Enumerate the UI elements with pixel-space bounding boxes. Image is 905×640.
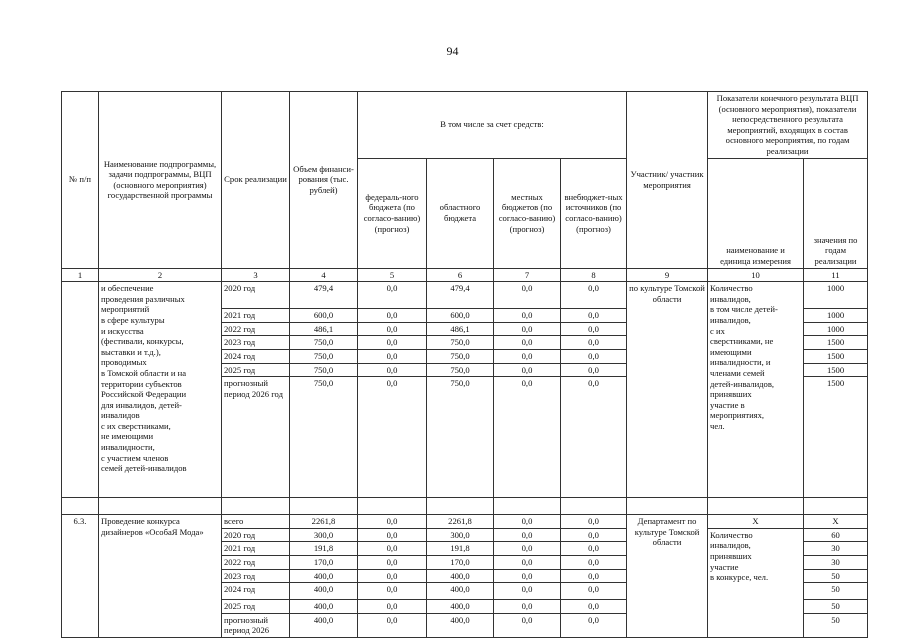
regional-cell: 400,0 bbox=[427, 569, 494, 583]
volume-cell: 2261,8 bbox=[290, 515, 358, 529]
column-number-2: 2 bbox=[99, 268, 222, 282]
value-cell: X bbox=[804, 515, 868, 529]
regional-cell: 300,0 bbox=[427, 528, 494, 542]
value-cell: 1000 bbox=[804, 322, 868, 336]
value-cell: 30 bbox=[804, 555, 868, 569]
extra-cell: 0,0 bbox=[561, 515, 627, 529]
header-name: Наименование подпрограммы, задачи подпрограммы, ВЦП (основного мероприятия) государственной программы bbox=[99, 92, 222, 269]
regional-cell: 479,4 bbox=[427, 282, 494, 309]
term-cell: 2023 год bbox=[222, 569, 290, 583]
volume-cell: 170,0 bbox=[290, 555, 358, 569]
extra-cell: 0,0 bbox=[561, 583, 627, 600]
value-cell: 1500 bbox=[804, 349, 868, 363]
extra-cell: 0,0 bbox=[561, 363, 627, 377]
term-cell: 2022 год bbox=[222, 322, 290, 336]
value-cell: 1500 bbox=[804, 377, 868, 498]
value-cell: 50 bbox=[804, 600, 868, 614]
header-extra: внебюджет-ных источников (по согласо-ванию) (прогноз) bbox=[561, 158, 627, 268]
volume-cell: 400,0 bbox=[290, 613, 358, 637]
federal-cell: 0,0 bbox=[358, 349, 427, 363]
local-cell: 0,0 bbox=[494, 349, 561, 363]
federal-cell: 0,0 bbox=[358, 282, 427, 309]
extra-cell: 0,0 bbox=[561, 336, 627, 350]
column-number-4: 4 bbox=[290, 268, 358, 282]
volume-cell: 750,0 bbox=[290, 336, 358, 350]
federal-cell: 0,0 bbox=[358, 542, 427, 556]
extra-cell: 0,0 bbox=[561, 309, 627, 323]
volume-cell: 750,0 bbox=[290, 349, 358, 363]
regional-cell: 750,0 bbox=[427, 377, 494, 498]
local-cell: 0,0 bbox=[494, 569, 561, 583]
local-cell: 0,0 bbox=[494, 583, 561, 600]
extra-cell: 0,0 bbox=[561, 528, 627, 542]
extra-cell: 0,0 bbox=[561, 613, 627, 637]
volume-cell: 479,4 bbox=[290, 282, 358, 309]
federal-cell: 0,0 bbox=[358, 569, 427, 583]
block2-participant: Департамент по культуре Томской области bbox=[627, 515, 708, 638]
federal-cell: 0,0 bbox=[358, 555, 427, 569]
block2-name: Проведение конкурса дизайнеров «ОсобаЯ Мода» bbox=[99, 515, 222, 638]
extra-cell: 0,0 bbox=[561, 322, 627, 336]
value-cell: 50 bbox=[804, 583, 868, 600]
header-local: местных бюджетов (по согласо-ванию) (прогноз) bbox=[494, 158, 561, 268]
federal-cell: 0,0 bbox=[358, 600, 427, 614]
regional-cell: 486,1 bbox=[427, 322, 494, 336]
block1-row-2020 bbox=[62, 282, 868, 309]
block1-name: и обеспечение проведения различных мероприятий в сфере культуры и искусства (фестивали, конкурсы, выставки и т.д.), проводимых в Томской области и на территории субъектов Российской Федерации для инвалидов, детей- инвалидов с их сверстниками, не имеющими инвалидности, с участием членов семей детей-инвалидов bbox=[99, 282, 222, 498]
header-indicators: Показатели конечного результата ВЦП (основного мероприятия), показатели непосредственного результата мероприятий, входящих в состав основного мероприятия, по годам реализации bbox=[708, 92, 868, 159]
term-cell: прогнозный период 2026 год bbox=[222, 377, 290, 498]
federal-cell: 0,0 bbox=[358, 363, 427, 377]
value-cell: 1500 bbox=[804, 336, 868, 350]
column-number-8: 8 bbox=[561, 268, 627, 282]
header-federal: федераль-ного бюджета (по согласо-ванию) (прогноз) bbox=[358, 158, 427, 268]
regional-cell: 600,0 bbox=[427, 309, 494, 323]
regional-cell: 400,0 bbox=[427, 613, 494, 637]
header-participant: Участник/ участник мероприятия bbox=[627, 92, 708, 269]
federal-cell: 0,0 bbox=[358, 613, 427, 637]
federal-cell: 0,0 bbox=[358, 309, 427, 323]
extra-cell: 0,0 bbox=[561, 555, 627, 569]
header-volume: Объем финанси-рования (тыс. рублей) bbox=[290, 92, 358, 269]
local-cell: 0,0 bbox=[494, 282, 561, 309]
block2-row-total bbox=[62, 515, 868, 529]
term-cell: 2024 год bbox=[222, 583, 290, 600]
header-ind-name: наименование и единица измерения bbox=[708, 158, 804, 268]
local-cell: 0,0 bbox=[494, 322, 561, 336]
volume-cell: 400,0 bbox=[290, 600, 358, 614]
term-cell: 2024 год bbox=[222, 349, 290, 363]
local-cell: 0,0 bbox=[494, 542, 561, 556]
term-cell: 2022 год bbox=[222, 555, 290, 569]
federal-cell: 0,0 bbox=[358, 322, 427, 336]
value-cell: 50 bbox=[804, 613, 868, 637]
header-regional: областного бюджета bbox=[427, 158, 494, 268]
regional-cell: 170,0 bbox=[427, 555, 494, 569]
header-group: В том числе за счет средств: bbox=[358, 92, 627, 159]
volume-cell: 486,1 bbox=[290, 322, 358, 336]
value-cell: 1000 bbox=[804, 309, 868, 323]
block1-indicator-name: Количество инвалидов, в том числе детей- инвалидов, с их сверстниками, не имеющими инвалидности, и членами семей детей-инвалидов, принявших участие в мероприятиях, чел. bbox=[708, 282, 804, 498]
regional-cell: 191,8 bbox=[427, 542, 494, 556]
local-cell: 0,0 bbox=[494, 555, 561, 569]
regional-cell: 750,0 bbox=[427, 363, 494, 377]
term-cell: 2021 год bbox=[222, 542, 290, 556]
block1-participant: по культуре Томской области bbox=[627, 282, 708, 498]
column-number-11: 11 bbox=[804, 268, 868, 282]
federal-cell: 0,0 bbox=[358, 515, 427, 529]
local-cell: 0,0 bbox=[494, 515, 561, 529]
value-cell: 60 bbox=[804, 528, 868, 542]
extra-cell: 0,0 bbox=[561, 377, 627, 498]
extra-cell: 0,0 bbox=[561, 569, 627, 583]
column-number-9: 9 bbox=[627, 268, 708, 282]
local-cell: 0,0 bbox=[494, 613, 561, 637]
budget-table bbox=[61, 91, 868, 638]
column-number-1: 1 bbox=[62, 268, 99, 282]
column-number-3: 3 bbox=[222, 268, 290, 282]
term-cell: 2025 год bbox=[222, 363, 290, 377]
volume-cell: 750,0 bbox=[290, 363, 358, 377]
term-cell: 2021 год bbox=[222, 309, 290, 323]
column-number-6: 6 bbox=[427, 268, 494, 282]
term-cell: прогнозный период 2026 bbox=[222, 613, 290, 637]
header-ind-value: значения по годам реализации bbox=[804, 158, 868, 268]
extra-cell: 0,0 bbox=[561, 349, 627, 363]
regional-cell: 400,0 bbox=[427, 583, 494, 600]
extra-cell: 0,0 bbox=[561, 542, 627, 556]
extra-cell: 0,0 bbox=[561, 600, 627, 614]
regional-cell: 750,0 bbox=[427, 336, 494, 350]
volume-cell: 300,0 bbox=[290, 528, 358, 542]
term-cell: 2020 год bbox=[222, 528, 290, 542]
local-cell: 0,0 bbox=[494, 309, 561, 323]
header-num: № п/п bbox=[62, 92, 99, 269]
federal-cell: 0,0 bbox=[358, 528, 427, 542]
regional-cell: 400,0 bbox=[427, 600, 494, 614]
indicator-total-cell: X bbox=[708, 515, 804, 529]
value-cell: 50 bbox=[804, 569, 868, 583]
header-term: Срок реализации bbox=[222, 92, 290, 269]
volume-cell: 400,0 bbox=[290, 569, 358, 583]
volume-cell: 750,0 bbox=[290, 377, 358, 498]
local-cell: 0,0 bbox=[494, 528, 561, 542]
term-cell: 2020 год bbox=[222, 282, 290, 309]
extra-cell: 0,0 bbox=[561, 282, 627, 309]
local-cell: 0,0 bbox=[494, 377, 561, 498]
spacer-row bbox=[62, 498, 868, 515]
local-cell: 0,0 bbox=[494, 363, 561, 377]
volume-cell: 600,0 bbox=[290, 309, 358, 323]
federal-cell: 0,0 bbox=[358, 336, 427, 350]
page-number: 94 bbox=[446, 44, 459, 58]
value-cell: 1000 bbox=[804, 282, 868, 309]
local-cell: 0,0 bbox=[494, 600, 561, 614]
value-cell: 30 bbox=[804, 542, 868, 556]
term-cell: 2023 год bbox=[222, 336, 290, 350]
volume-cell: 191,8 bbox=[290, 542, 358, 556]
term-cell: 2025 год bbox=[222, 600, 290, 614]
block1-num bbox=[62, 282, 99, 498]
column-number-10: 10 bbox=[708, 268, 804, 282]
column-number-7: 7 bbox=[494, 268, 561, 282]
value-cell: 1500 bbox=[804, 363, 868, 377]
block2-num: 6.3. bbox=[62, 515, 99, 638]
local-cell: 0,0 bbox=[494, 336, 561, 350]
column-number-5: 5 bbox=[358, 268, 427, 282]
federal-cell: 0,0 bbox=[358, 377, 427, 498]
term-cell: всего bbox=[222, 515, 290, 529]
federal-cell: 0,0 bbox=[358, 583, 427, 600]
volume-cell: 400,0 bbox=[290, 583, 358, 600]
regional-cell: 750,0 bbox=[427, 349, 494, 363]
block2-indicator-name: Количество инвалидов, принявших участие в конкурсе, чел. bbox=[708, 528, 804, 637]
regional-cell: 2261,8 bbox=[427, 515, 494, 529]
